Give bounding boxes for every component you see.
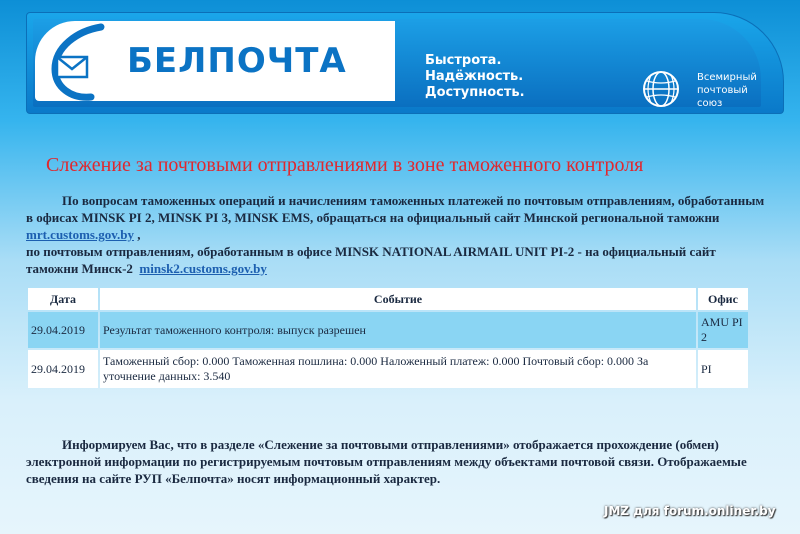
upu-label-line: почтовый (697, 85, 748, 96)
slogan-line: Надёжность. (425, 69, 524, 84)
globe-icon[interactable] (641, 69, 681, 109)
customs-link-mrt[interactable]: mrt.customs.gov.by (26, 227, 134, 242)
upu-label-line: союз (697, 98, 723, 109)
logo[interactable] (35, 21, 395, 101)
column-header-office: Офис (698, 288, 748, 310)
cell-date: 29.04.2019 (28, 350, 98, 388)
table-header-row (28, 288, 748, 310)
info-text-1: По вопросам таможенных операций и начислениям таможенных платежей по почтовым отправлениям, обработанным в офисах MINSK PI 2, MINSK PI 3, MINSK EMS, обращаться на официальный сайт Минской региональной таможни (26, 193, 765, 225)
column-header-date: Дата (28, 288, 98, 310)
cell-office: AMU PI 2 (698, 312, 748, 348)
slogan-line: Доступность. (425, 85, 525, 100)
info-text-2: по почтовым отправлениям, обработанным в офисе MINSK NATIONAL AIRMAIL UNIT PI-2 - на официальный сайт таможни Минск-2 (26, 244, 716, 276)
logo-text: БЕЛПОЧТА (127, 41, 347, 81)
cell-office: PI (698, 350, 748, 388)
disclaimer-text: Информируем Вас, что в разделе «Слежение за почтовыми отправлениями» отображается прохождение (обмен) электронной информации по регистрируемым почтовым отправлениям между объектами почтовой связи. Отображаемые сведения на сайте РУП «Белпочта» носят информационный характер. (26, 437, 747, 486)
column-header-event: Событие (100, 288, 696, 310)
site-header (26, 12, 784, 114)
cell-event: Результат таможенного контроля: выпуск разрешен (100, 312, 696, 348)
slogan-line: Быстрота. (425, 53, 502, 68)
table-row (28, 312, 748, 348)
cell-event: Таможенный сбор: 0.000 Таможенная пошлина: 0.000 Наложенный платеж: 0.000 Почтовый сбор: 0.000 За уточнение данных: 3.540 (100, 350, 696, 388)
page-title: Слежение за почтовыми отправлениями в зоне таможенного контроля (46, 154, 644, 176)
upu-label (697, 71, 757, 110)
cell-date: 29.04.2019 (28, 312, 98, 348)
tracking-table (26, 286, 750, 390)
envelope-icon (47, 21, 113, 103)
watermark: JMZ для forum.onliner.by (604, 504, 776, 518)
slogan (425, 53, 525, 101)
disclaimer (26, 436, 766, 487)
upu-label-line: Всемирный (697, 72, 757, 83)
info-text-1-end: , (133, 227, 141, 242)
table-row (28, 350, 748, 388)
customs-link-minsk2[interactable]: minsk2.customs.gov.by (139, 261, 267, 276)
customs-info (26, 192, 766, 277)
